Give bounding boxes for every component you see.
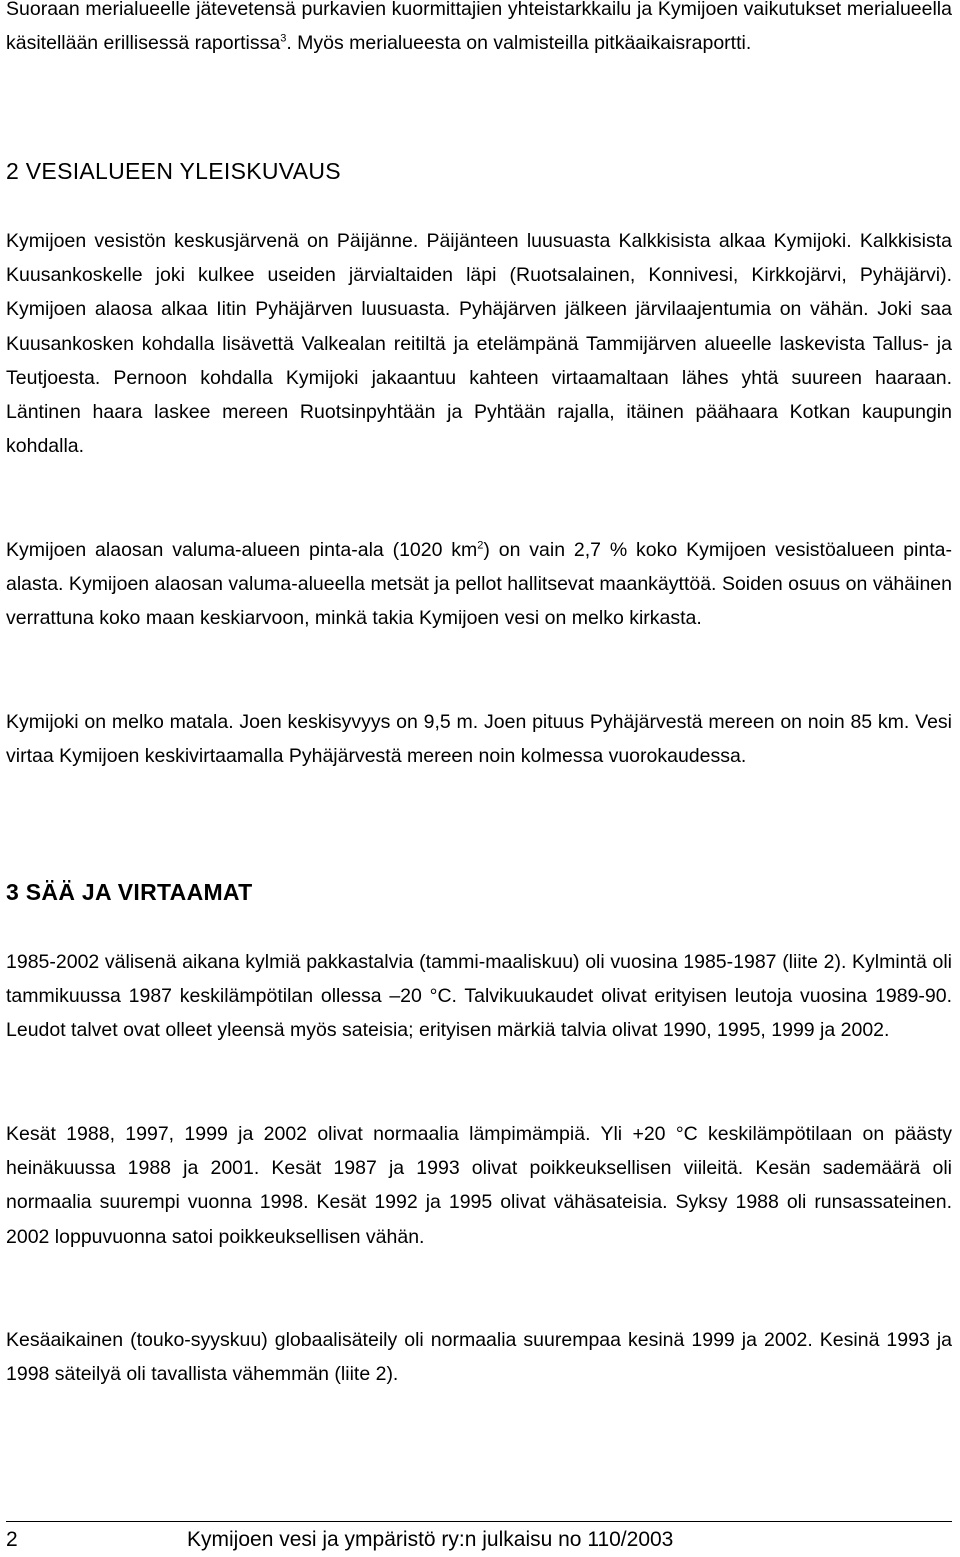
- intro-text: Suoraan merialueelle jätevetensä purkavien kuormittajien yhteistarkkailu ja Kymijoen vaikutukset merialueella käsitellään erillisessä raportissa: [6, 0, 952, 55]
- area-text: Kymijoen alaosan valuma-alueen pinta-ala (1020 km: [6, 539, 478, 561]
- footer-publication: Kymijoen vesi ja ympäristö ry:n julkaisu no 110/2003: [187, 1528, 674, 1551]
- intro-tail: . Myös merialueesta on valmisteilla pitkäaikaisraportti.: [286, 32, 752, 55]
- section-3-paragraph-2: Kesät 1988, 1997, 1999 ja 2002 olivat normaalia lämpimämpiä. Yli +20 °C keskilämpötilaan on päästy heinäkuussa 1988 ja 2001. Kesät 1987 ja 1993 olivat poikkeuksellisen viileitä. Kesän sademäärä oli normaalia suurempi vuonna 1998. Kesät 1992 ja 1995 olivat vähäsateisia. Syksy 1988 oli runsassateinen. 2002 loppuvuonna satoi poikkeuksellisen vähän.: [6, 1123, 952, 1248]
- section-2-paragraph-2: [6, 533, 952, 636]
- section-3-heading: 3 SÄÄ JA VIRTAAMAT: [6, 879, 253, 905]
- page-number: 2: [6, 1528, 18, 1551]
- section-2-paragraph-3: Kymijoki on melko matala. Joen keskisyvyys on 9,5 m. Joen pituus Pyhäjärvestä mereen on noin 85 km. Vesi virtaa Kymijoen keskivirtaamalla Pyhäjärvestä mereen noin kolmessa vuorokaudessa.: [6, 711, 952, 768]
- footnote-ref: 3: [280, 32, 287, 45]
- section-2-heading: 2 VESIALUEEN YLEISKUVAUS: [6, 158, 341, 184]
- section-3-paragraph-1: 1985-2002 välisenä aikana kylmiä pakkastalvia (tammi-maaliskuu) oli vuosina 1985-1987 (liite 2). Kylmintä oli tammikuussa 1987 keskilämpötilan ollessa –20 °C. Talvikuukaudet olivat erityisen leutoja vuosina 1989-90. Leudot talvet ovat olleet yleensä myös sateisia; erityisen märkiä talvia olivat 1990, 1995, 1999 ja 2002.: [6, 951, 952, 1042]
- intro-paragraph: [6, 0, 952, 60]
- section-3-paragraph-3: Kesäaikainen (touko-syyskuu) globaalisäteily oli normaalia suurempaa kesinä 1999 ja 2002. Kesinä 1993 ja 1998 säteilyä oli tavallista vähemmän (liite 2).: [6, 1329, 952, 1386]
- superscript-2: 2: [477, 539, 484, 552]
- area-text-tail: ) on vain 2,7 % koko Kymijoen vesistöalueen pinta-alasta. Kymijoen alaosan valuma-alueella metsät ja pellot hallitsevat maankäyttöä. Soiden osuus on vähäinen verrattuna koko maan keskiarvoon, minkä takia Kymijoen vesi on melko kirkasta.: [6, 539, 952, 630]
- section-2-paragraph-1: Kymijoen vesistön keskusjärvenä on Päijänne. Päijänteen luusuasta Kalkkisista alkaa Kymijoki. Kalkkisista Kuusankoskelle joki kulkee useiden järvialtaiden läpi (Ruotsalainen, Konnivesi, Kirkkojärvi, Pyhäjärvi). Kymijoen alaosa alkaa Iitin Pyhäjärven luusuasta. Pyhäjärven jälkeen järvilaajentumia on vähän. Joki saa Kuusankosken kohdalla lisävettä Valkealan reitiltä ja etelämpänä Tammijärven alueelle laskevista Tallus- ja Teutjoesta. Pernoon kohdalla Kymijoki jakaantuu kahteen virtaamaltaan lähes yhtä suureen haaraan. Läntinen haara laskee mereen Ruotsinpyhtään ja Pyhtään rajalla, itäinen päähaara Kotkan kaupungin kohdalla.: [6, 230, 952, 458]
- footer-divider: [6, 1521, 952, 1522]
